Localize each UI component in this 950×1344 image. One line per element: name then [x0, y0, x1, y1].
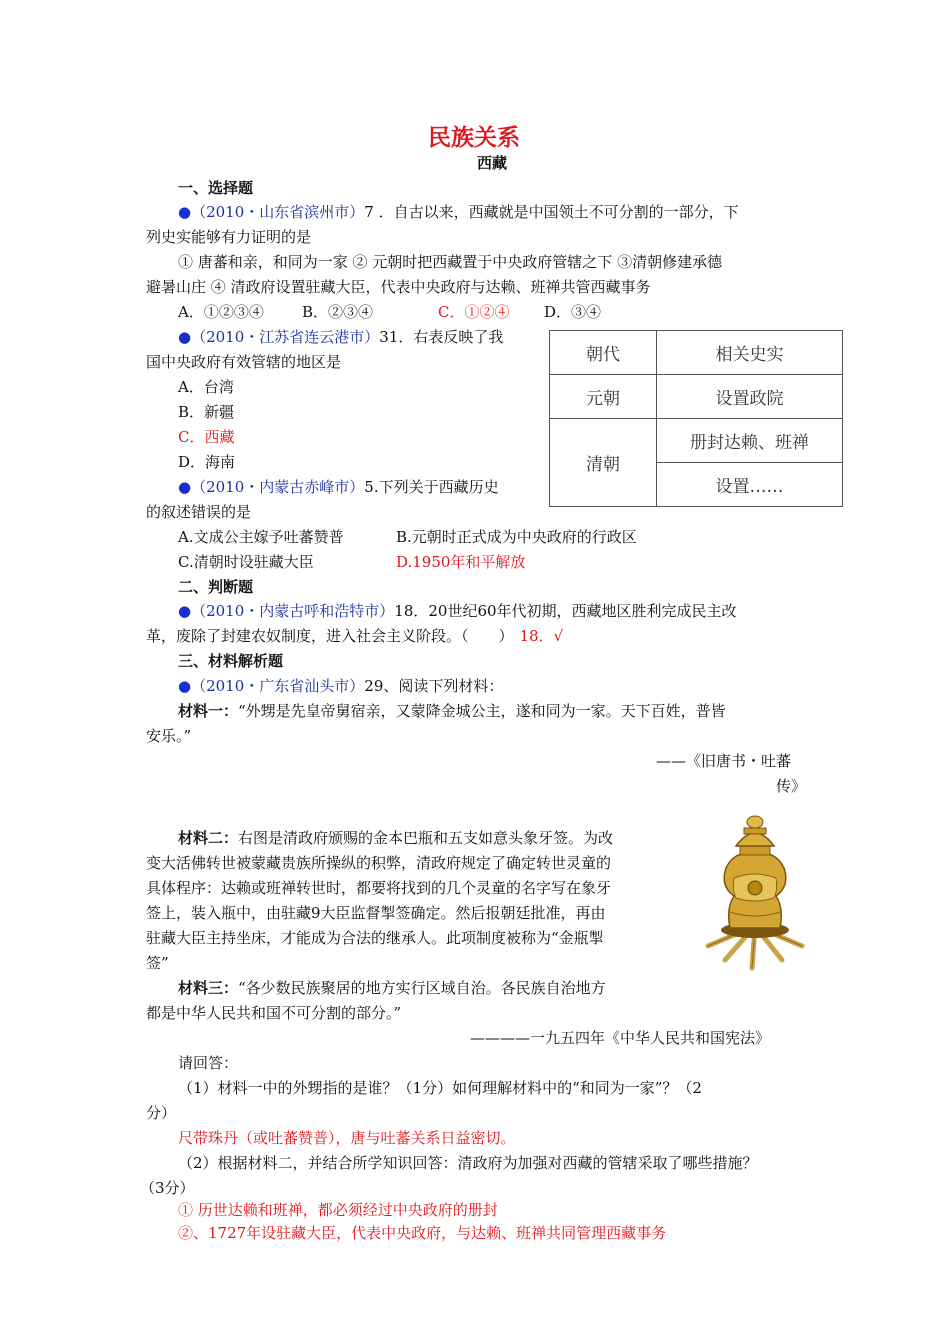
- option-b: B.元朝时正式成为中央政府的行政区: [396, 528, 637, 546]
- golden-urn-image: [690, 808, 820, 976]
- question-1-line-3: ① 唐蕃和亲，和同为一家 ② 元朝时把西藏置于中央政府管辖之下 ③清朝修建承德: [178, 253, 723, 271]
- answer-prompt: 请回答：: [178, 1054, 239, 1072]
- page-title: 民族关系: [428, 125, 520, 151]
- material-3-label: 材料三：: [178, 979, 239, 997]
- table-cell-qing: 清朝: [550, 419, 657, 507]
- option-d: D．海南: [178, 453, 236, 471]
- material-2-line-2: 变大活佛转世被蒙藏贵族所操纵的积弊，清政府规定了确定转世灵童的: [146, 854, 612, 872]
- material-2-line-4: 签上，装入瓶中，由驻藏9大臣监督掣签确定。然后报朝廷批准，再由: [146, 904, 606, 922]
- option-c-answer: C．①②④: [438, 303, 510, 321]
- question-2-line-1: [178, 326, 503, 348]
- option-b: B．新疆: [178, 403, 235, 421]
- table-cell-yuan: 元朝: [550, 375, 657, 419]
- option-d: D．③④: [544, 303, 602, 321]
- question-source: （2010・内蒙古呼和浩特市）: [191, 602, 395, 620]
- question-3-line-2: 的叙述错误的是: [146, 503, 252, 521]
- sub-question-1-line-2: 分）: [146, 1104, 177, 1122]
- option-a: A．台湾: [178, 378, 234, 396]
- material-1-line-2: 安乐。”: [146, 727, 192, 745]
- material-1-label: 材料一：: [178, 702, 239, 720]
- material-3-line-2: 都是中华人民共和国不可分割的部分。”: [146, 1004, 402, 1022]
- table-cell-qing-fact-2: 设置……: [657, 463, 843, 507]
- bullet-icon: ●: [178, 328, 192, 346]
- question-1-line-2: 列史实能够有力证明的是: [146, 228, 312, 246]
- material-3-line-1: [178, 977, 606, 999]
- material-3-text: “各少数民族聚居的地方实行区域自治。各民族自治地方: [238, 979, 606, 997]
- material-2-text: 右图是清政府颁赐的金本巴瓶和五支如意头象牙签。为改: [238, 829, 614, 847]
- question-source: （2010・内蒙古赤峰市）: [191, 478, 365, 496]
- answer-2-point-1: ① 历世达赖和班禅，都必须经过中央政府的册封: [178, 1201, 498, 1219]
- option-a: A.文成公主嫁予吐蕃赞普: [178, 528, 344, 546]
- question-5-line-1: [178, 675, 503, 697]
- question-2-line-2: 国中央政府有效管辖的地区是: [146, 353, 342, 371]
- section-heading-material: 三、材料解析题: [178, 652, 284, 670]
- question-1-line-1: [178, 201, 739, 223]
- bullet-icon: ●: [178, 478, 192, 496]
- material-1-source-2: 传》: [776, 777, 807, 795]
- question-4-line-2: [146, 625, 563, 647]
- question-source: （2010・广东省汕头市）: [191, 677, 365, 695]
- material-2-line-3: 具体程序：达赖或班禅转世时，都要将找到的几个灵童的名字写在象牙: [146, 879, 612, 897]
- question-text: 18．20世纪60年代初期，西藏地区胜利完成民主改: [394, 602, 737, 620]
- material-2-label: 材料二：: [178, 829, 239, 847]
- material-1-source-1: ——《旧唐书・吐蕃: [656, 752, 792, 770]
- option-a: A．①②③④: [178, 303, 264, 321]
- option-c: C.清朝时设驻藏大臣: [178, 553, 314, 571]
- answer-1: 尺带珠丹（或吐蕃赞普），唐与吐蕃关系日益密切。: [178, 1129, 516, 1147]
- question-3-line-1: [178, 476, 499, 498]
- page-subtitle: 西藏: [477, 154, 508, 172]
- question-source: （2010・江苏省连云港市）: [191, 328, 380, 346]
- option-b: B．②③④: [302, 303, 374, 321]
- option-d-answer: D.1950年和平解放: [396, 553, 526, 571]
- material-2-line-1: [178, 827, 613, 849]
- material-2-line-5: 驻藏大臣主持坐床，才能成为合法的继承人。此项制度被称为“金瓶掣: [146, 929, 604, 947]
- material-3-source: ————一九五四年《中华人民共和国宪法》: [470, 1029, 771, 1047]
- sub-question-2-line-1: （2）根据材料二，并结合所学知识回答：清政府为加强对西藏的管辖采取了哪些措施？: [178, 1154, 758, 1172]
- material-1-text: “外甥是先皇帝舅宿亲，又蒙降金城公主，遂和同为一家。天下百姓，普皆: [238, 702, 726, 720]
- bullet-icon: ●: [178, 602, 192, 620]
- question-text: 31．右表反映了我: [379, 328, 504, 346]
- section-heading-choice: 一、选择题: [178, 179, 254, 197]
- answer-text: 18．√: [519, 627, 564, 645]
- bullet-icon: ●: [178, 677, 192, 695]
- question-source: （2010・山东省滨州市）: [191, 203, 365, 221]
- question-text: 5.下列关于西藏历史: [364, 478, 499, 496]
- sub-question-2-line-2: （3分）: [140, 1179, 195, 1197]
- table-cell-yuan-fact: 设置政院: [657, 375, 843, 419]
- table-cell-qing-fact-1: 册封达赖、班禅: [657, 419, 843, 463]
- question-1-line-4: 避暑山庄 ④ 清政府设置驻藏大臣，代表中央政府与达赖、班禅共管西藏事务: [146, 278, 651, 296]
- material-2-line-6: 签”: [146, 954, 169, 972]
- dynasty-table: [549, 330, 843, 507]
- sub-question-1-line-1: （1）材料一中的外甥指的是谁？（1分）如何理解材料中的“和同为一家”？（2: [178, 1079, 702, 1097]
- question-4-line-1: [178, 600, 737, 622]
- question-text: 29、阅读下列材料：: [364, 677, 504, 695]
- table-header-dynasty: 朝代: [550, 331, 657, 375]
- table-header-facts: 相关史实: [657, 331, 843, 375]
- bullet-icon: ●: [178, 203, 192, 221]
- material-1-line-1: [178, 700, 726, 722]
- option-c-answer: C．西藏: [178, 428, 235, 446]
- answer-2-point-2: ②、1727年设驻藏大臣，代表中央政府，与达赖、班禅共同管理西藏事务: [178, 1224, 667, 1242]
- question-text: 7 ．自古以来，西藏就是中国领土不可分割的一部分，下: [364, 203, 739, 221]
- section-heading-judgment: 二、判断题: [178, 578, 254, 596]
- question-text: 革，废除了封建农奴制度，进入社会主义阶段。（ ）: [146, 627, 514, 645]
